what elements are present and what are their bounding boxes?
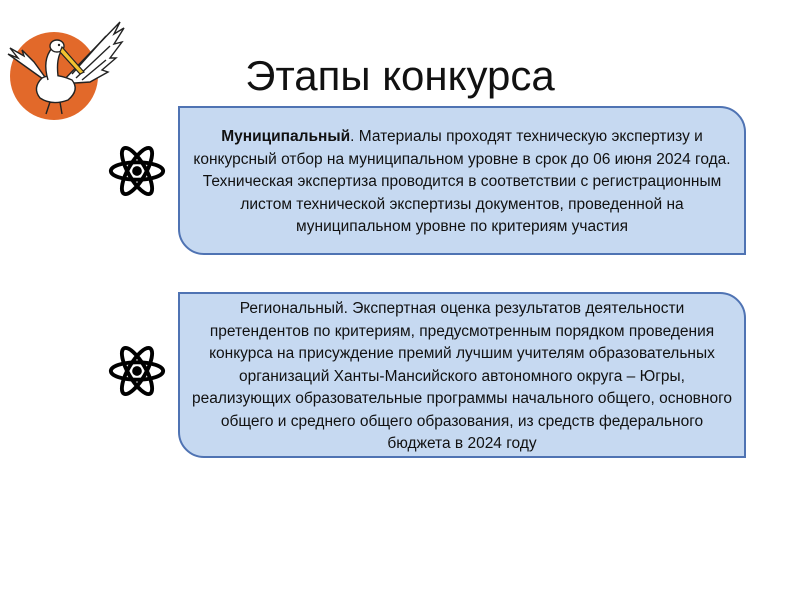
atom-icon [106,340,168,402]
stage-text [188,126,736,239]
atom-icon [106,140,168,202]
pelican-logo [2,14,126,122]
stage-box-regional [178,292,746,458]
stage-box-municipal [178,106,746,255]
stage-description: . Экспертная оценка результатов деятельности претендентов по критериям, предусмотренным порядком проведения конкурса на присуждение премий лучшим учителям образовательных организаций Ханты-Мансийского автономного округа – Югры, реализующих образовательные программы начального общего, основного общего и среднего общего образования, из средств федерального бюджета в 2024 году [191,300,733,453]
stage-text [188,298,736,456]
stage-description: . Материалы проходят техническую экспертизу и конкурсный отбор на муниципальном уровне в срок до 06 июня 2024 года. Техническая экспертиза проводится в соответствии с регистрационным листом технической экспертизы документов, проведенной на муниципальном уровне по критериям участия [193,128,731,236]
slide-title: Этапы конкурса [245,52,555,99]
stage-name: Региональный [239,300,344,318]
stage-name: Муниципальный [221,128,351,146]
